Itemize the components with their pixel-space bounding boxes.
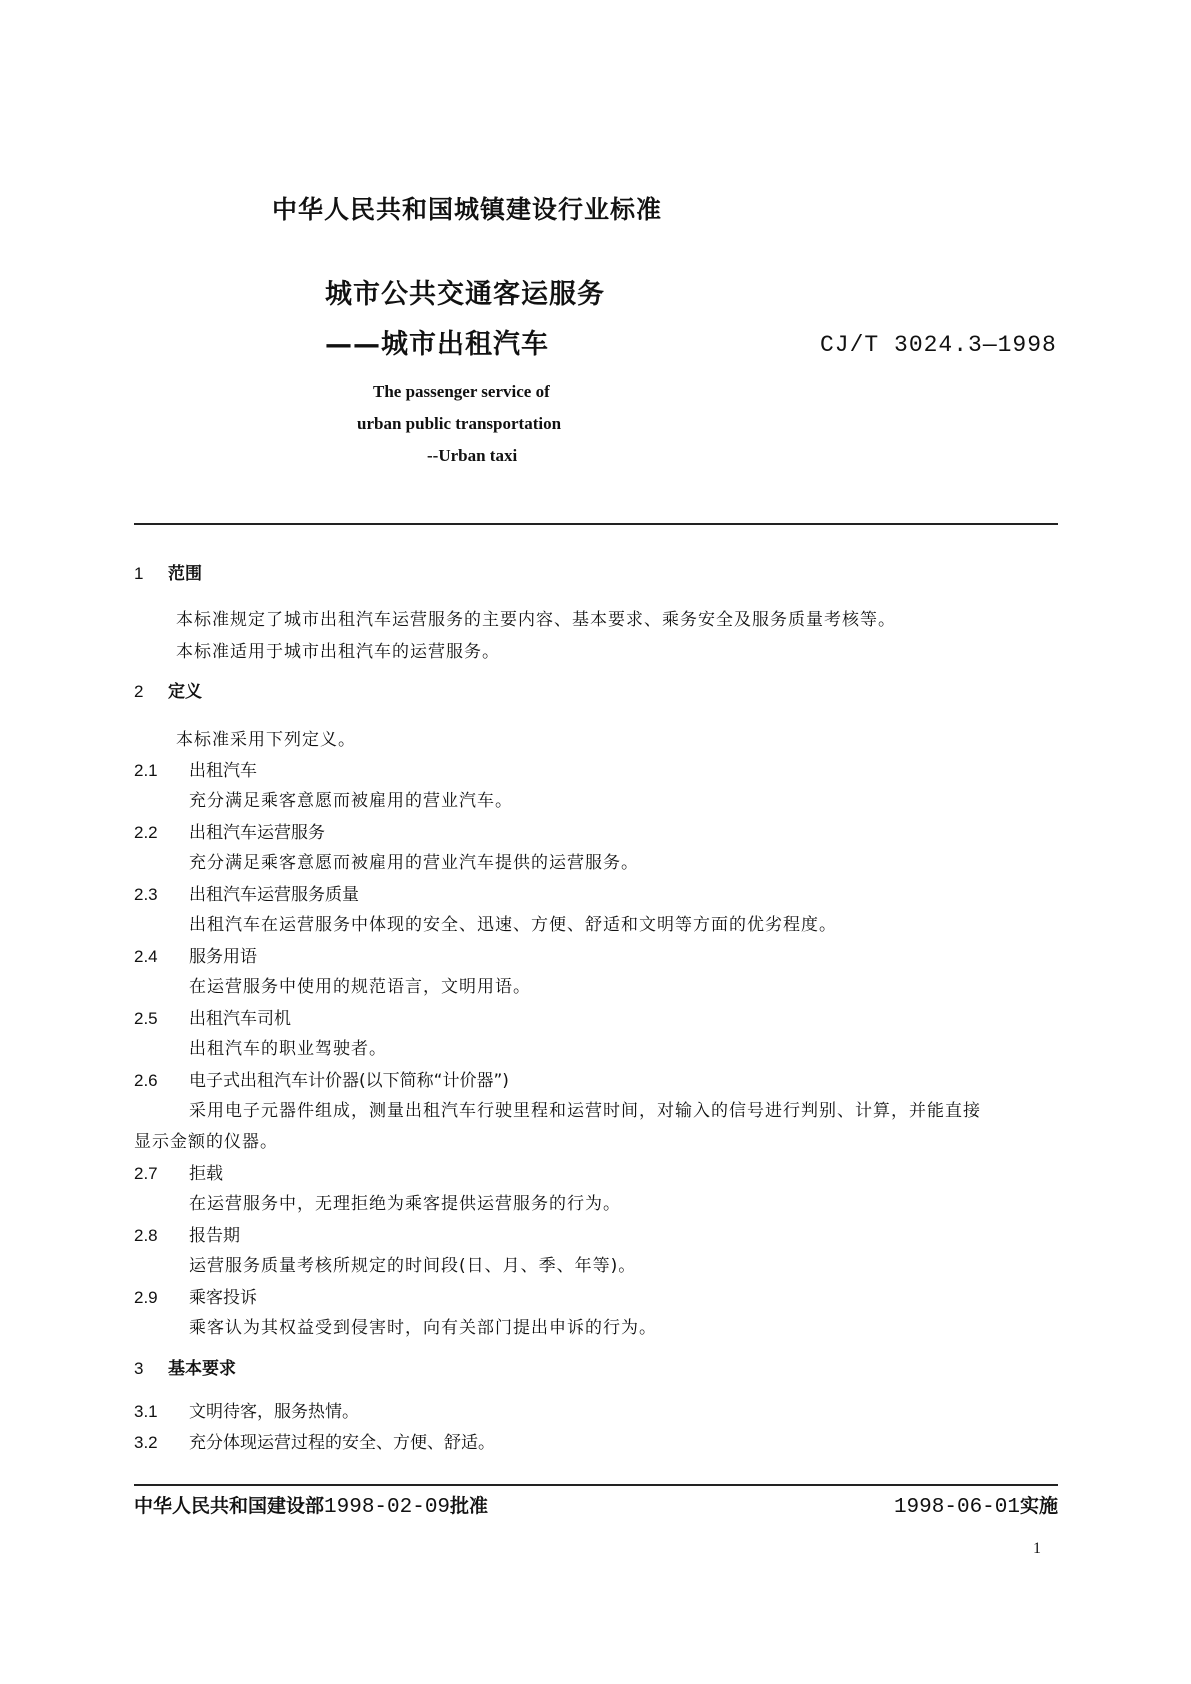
definition-term bbox=[134, 755, 1058, 786]
section-number: 1 bbox=[134, 564, 144, 583]
requirement-item bbox=[134, 1396, 1058, 1427]
header-divider bbox=[134, 523, 1058, 525]
section-number: 3 bbox=[134, 1359, 144, 1378]
title-cn-line2: ——城市出租汽车 bbox=[325, 329, 549, 360]
approve-label: 批准 bbox=[450, 1495, 489, 1517]
term-text: 拒载 bbox=[189, 1164, 223, 1184]
paragraph: 本标准规定了城市出租汽车运营服务的主要内容、基本要求、乘务安全及服务质量考核等。 bbox=[176, 610, 896, 630]
document-body bbox=[134, 563, 1058, 1458]
section-title: 范围 bbox=[168, 564, 202, 584]
issuer-title: 中华人民共和国城镇建设行业标准 bbox=[272, 195, 663, 224]
effective-label: 实施 bbox=[1019, 1495, 1058, 1517]
term-text: 出租汽车 bbox=[189, 761, 257, 781]
section-heading bbox=[134, 681, 1058, 703]
requirement-item bbox=[134, 1427, 1058, 1458]
section-number: 2 bbox=[134, 682, 144, 701]
definition-text: 在运营服务中，无理拒绝为乘客提供运营服务的行为。 bbox=[189, 1194, 621, 1214]
title-cn-line1: 城市公共交通客运服务 bbox=[325, 279, 605, 310]
definition-term bbox=[134, 879, 1058, 910]
section-title: 基本要求 bbox=[168, 1359, 236, 1379]
term-text: 乘客投诉 bbox=[189, 1288, 257, 1308]
standard-number: CJ/T 3024.3—1998 bbox=[820, 332, 1057, 358]
page-number: 1 bbox=[1033, 1540, 1041, 1557]
definition-text: 充分满足乘客意愿而被雇用的营业汽车。 bbox=[189, 791, 513, 811]
definition-text: 运营服务质量考核所规定的时间段(日、月、季、年等)。 bbox=[189, 1256, 637, 1276]
section-heading bbox=[134, 563, 1058, 585]
clause-number: 2.6 bbox=[134, 1071, 158, 1090]
clause-number: 2.3 bbox=[134, 885, 158, 904]
clause-number: 3.1 bbox=[134, 1402, 158, 1421]
title-en-line2: urban public transportation bbox=[357, 414, 562, 433]
approver: 中华人民共和国建设部 bbox=[134, 1495, 325, 1517]
definition-text: 出租汽车在运营服务中体现的安全、迅速、方便、舒适和文明等方面的优劣程度。 bbox=[189, 915, 837, 935]
clause-number: 2.4 bbox=[134, 947, 158, 966]
term-text: 服务用语 bbox=[189, 947, 257, 967]
clause-number: 2.7 bbox=[134, 1164, 158, 1183]
effective-statement bbox=[894, 1491, 1058, 1519]
clause-number: 2.9 bbox=[134, 1288, 158, 1307]
clause-number: 2.2 bbox=[134, 823, 158, 842]
paragraph: 本标准适用于城市出租汽车的运营服务。 bbox=[176, 642, 500, 662]
footer-divider bbox=[134, 1484, 1058, 1486]
approve-date: 1998-02-09 bbox=[324, 1496, 451, 1519]
term-text: 出租汽车司机 bbox=[189, 1009, 291, 1029]
title-en-line1: The passenger service of bbox=[373, 382, 550, 401]
requirement-text: 充分体现运营过程的安全、方便、舒适。 bbox=[189, 1433, 495, 1453]
clause-number: 3.2 bbox=[134, 1433, 158, 1452]
definition-term bbox=[134, 1003, 1058, 1034]
requirement-text: 文明待客，服务热情。 bbox=[189, 1402, 359, 1422]
definition-term bbox=[134, 1065, 1058, 1096]
definition-text: 出租汽车的职业驾驶者。 bbox=[189, 1039, 387, 1059]
effective-date: 1998-06-01 bbox=[893, 1496, 1020, 1519]
clause-number: 2.8 bbox=[134, 1226, 158, 1245]
section-gap bbox=[134, 1344, 1058, 1358]
definition-text: 充分满足乘客意愿而被雇用的营业汽车提供的运营服务。 bbox=[189, 853, 639, 873]
title-en-line3: --Urban taxi bbox=[427, 446, 518, 465]
section-title: 定义 bbox=[168, 682, 202, 702]
definition-text: 在运营服务中使用的规范语言，文明用语。 bbox=[189, 977, 531, 997]
section-heading bbox=[134, 1358, 1058, 1380]
definition-term bbox=[134, 1158, 1058, 1189]
definition-text: 采用电子元器件组成，测量出租汽车行驶里程和运营时间，对输入的信号进行判别、计算，并能直接 bbox=[189, 1101, 981, 1121]
paragraph: 本标准采用下列定义。 bbox=[176, 730, 356, 750]
definition-term bbox=[134, 1282, 1058, 1313]
term-text: 电子式出租汽车计价器(以下简称“计价器”) bbox=[189, 1071, 509, 1091]
clause-number: 2.1 bbox=[134, 761, 158, 780]
definition-text-continued: 显示金额的仪器。 bbox=[134, 1132, 278, 1152]
definition-term bbox=[134, 817, 1058, 848]
definition-text: 乘客认为其权益受到侵害时，向有关部门提出申诉的行为。 bbox=[189, 1318, 657, 1338]
term-text: 出租汽车运营服务 bbox=[189, 823, 325, 843]
definition-term bbox=[134, 1220, 1058, 1251]
term-text: 报告期 bbox=[189, 1226, 240, 1246]
definition-term bbox=[134, 941, 1058, 972]
term-text: 出租汽车运营服务质量 bbox=[189, 885, 359, 905]
clause-number: 2.5 bbox=[134, 1009, 158, 1028]
approval-statement bbox=[134, 1491, 488, 1519]
